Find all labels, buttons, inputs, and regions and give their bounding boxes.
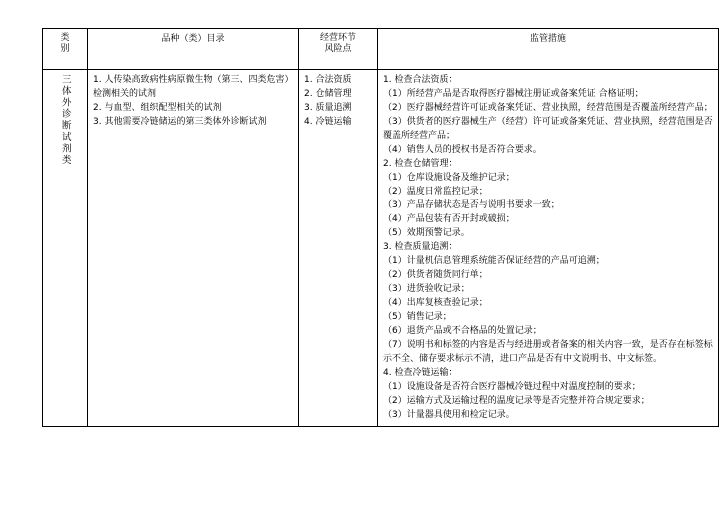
list-item: 1. 合法资质 <box>304 75 352 85</box>
list-item: 1. 人传染高致病性病原微生物（第三、四类危害）检测相关的试剂 <box>93 75 289 99</box>
category-label: 三体外诊断试剂类 <box>59 74 71 166</box>
list-item: 3. 其他需要冷链储运的第三类体外诊断试剂 <box>93 116 267 127</box>
list-item: （4）出库复核查验记录； <box>383 298 488 308</box>
list-item: 2. 仓储管理 <box>304 88 352 99</box>
list-item: （3）进货验收记录； <box>383 284 470 295</box>
list-item: 4. 检查冷链运输： <box>383 367 458 378</box>
list-item: （4）销售人员的授权书是否符合要求。 <box>383 144 542 155</box>
list-item: 1. 检查合法资质： <box>383 75 458 85</box>
list-item: 3. 质量追溯 <box>304 102 352 113</box>
list-item: （2）温度日常监控记录； <box>383 186 488 197</box>
list-item: （5）销售记录； <box>383 311 452 322</box>
list-item: （1）仓库设施设备及维护记录； <box>383 172 515 183</box>
column-header-measures: 监管措施 <box>378 29 719 70</box>
measures-list <box>383 74 713 422</box>
list-item: （7）说明书和标签的内容是否与经进册或者备案的相关内容一致，是否存在标签标示不全、储存要求标示不清，进口产品是否有中文说明书、中文标签。 <box>383 339 713 364</box>
column-header-category-line1: 类 <box>60 33 70 43</box>
list-item: （3）供货者的医疗器械生产（经营）许可证或备案凭证、营业执照，经营范围是否覆盖所经营产品； <box>383 116 713 141</box>
list-item: （5）效期预警记录。 <box>383 228 470 239</box>
list-item: （1）所经营产品是否取得医疗器械注册证或备案凭证 合格证明； <box>383 88 644 99</box>
risk-list <box>304 74 372 130</box>
list-item: （2）供货者随货同行单； <box>383 270 488 281</box>
list-item: （2）运输方式及运输过程的温度记录等是否完整并符合规定要求； <box>383 395 650 406</box>
list-item: 4. 冷链运输 <box>304 116 352 127</box>
column-header-risk <box>299 29 378 70</box>
cell-risk <box>299 70 378 427</box>
column-header-category-line2: 别 <box>60 44 70 55</box>
list-item: （3）产品存储状态是否与说明书要求一致； <box>383 200 560 211</box>
table-header-row <box>43 29 719 70</box>
list-item: （1）计量机信息管理系统能否保证经营的产品可追溯； <box>383 256 605 267</box>
table-body <box>43 70 719 427</box>
catalog-list <box>93 74 293 130</box>
cell-catalog <box>88 70 299 427</box>
list-item: （6）退货产品或不合格品的处置记录； <box>383 325 542 336</box>
list-item: （3）计量器具使用和检定记录。 <box>383 409 515 420</box>
list-item: （1）设施设备是否符合医疗器械冷链过程中对温度控制的要求； <box>383 381 641 392</box>
list-item: 2. 检查仓储管理： <box>383 158 458 169</box>
cell-category <box>43 70 88 427</box>
list-item: 2. 与血型、组织配型相关的试剂 <box>93 102 222 113</box>
table-row <box>43 70 719 427</box>
table-header <box>43 29 719 70</box>
column-header-catalog: 品种（类）目录 <box>88 29 299 70</box>
list-item: （2）医疗器械经营许可证或备案凭证、营业执照，经营范围是否覆盖所经营产品； <box>383 102 713 113</box>
column-header-category <box>43 29 88 70</box>
column-header-risk-line1: 经营环节 <box>319 33 356 43</box>
column-header-risk-line2: 风险点 <box>324 44 352 55</box>
regulatory-measures-table <box>42 28 719 427</box>
list-item: 3. 检查质量追溯： <box>383 242 458 253</box>
cell-measures <box>378 70 719 427</box>
list-item: （4）产品包装有否开封或破损； <box>383 214 515 225</box>
